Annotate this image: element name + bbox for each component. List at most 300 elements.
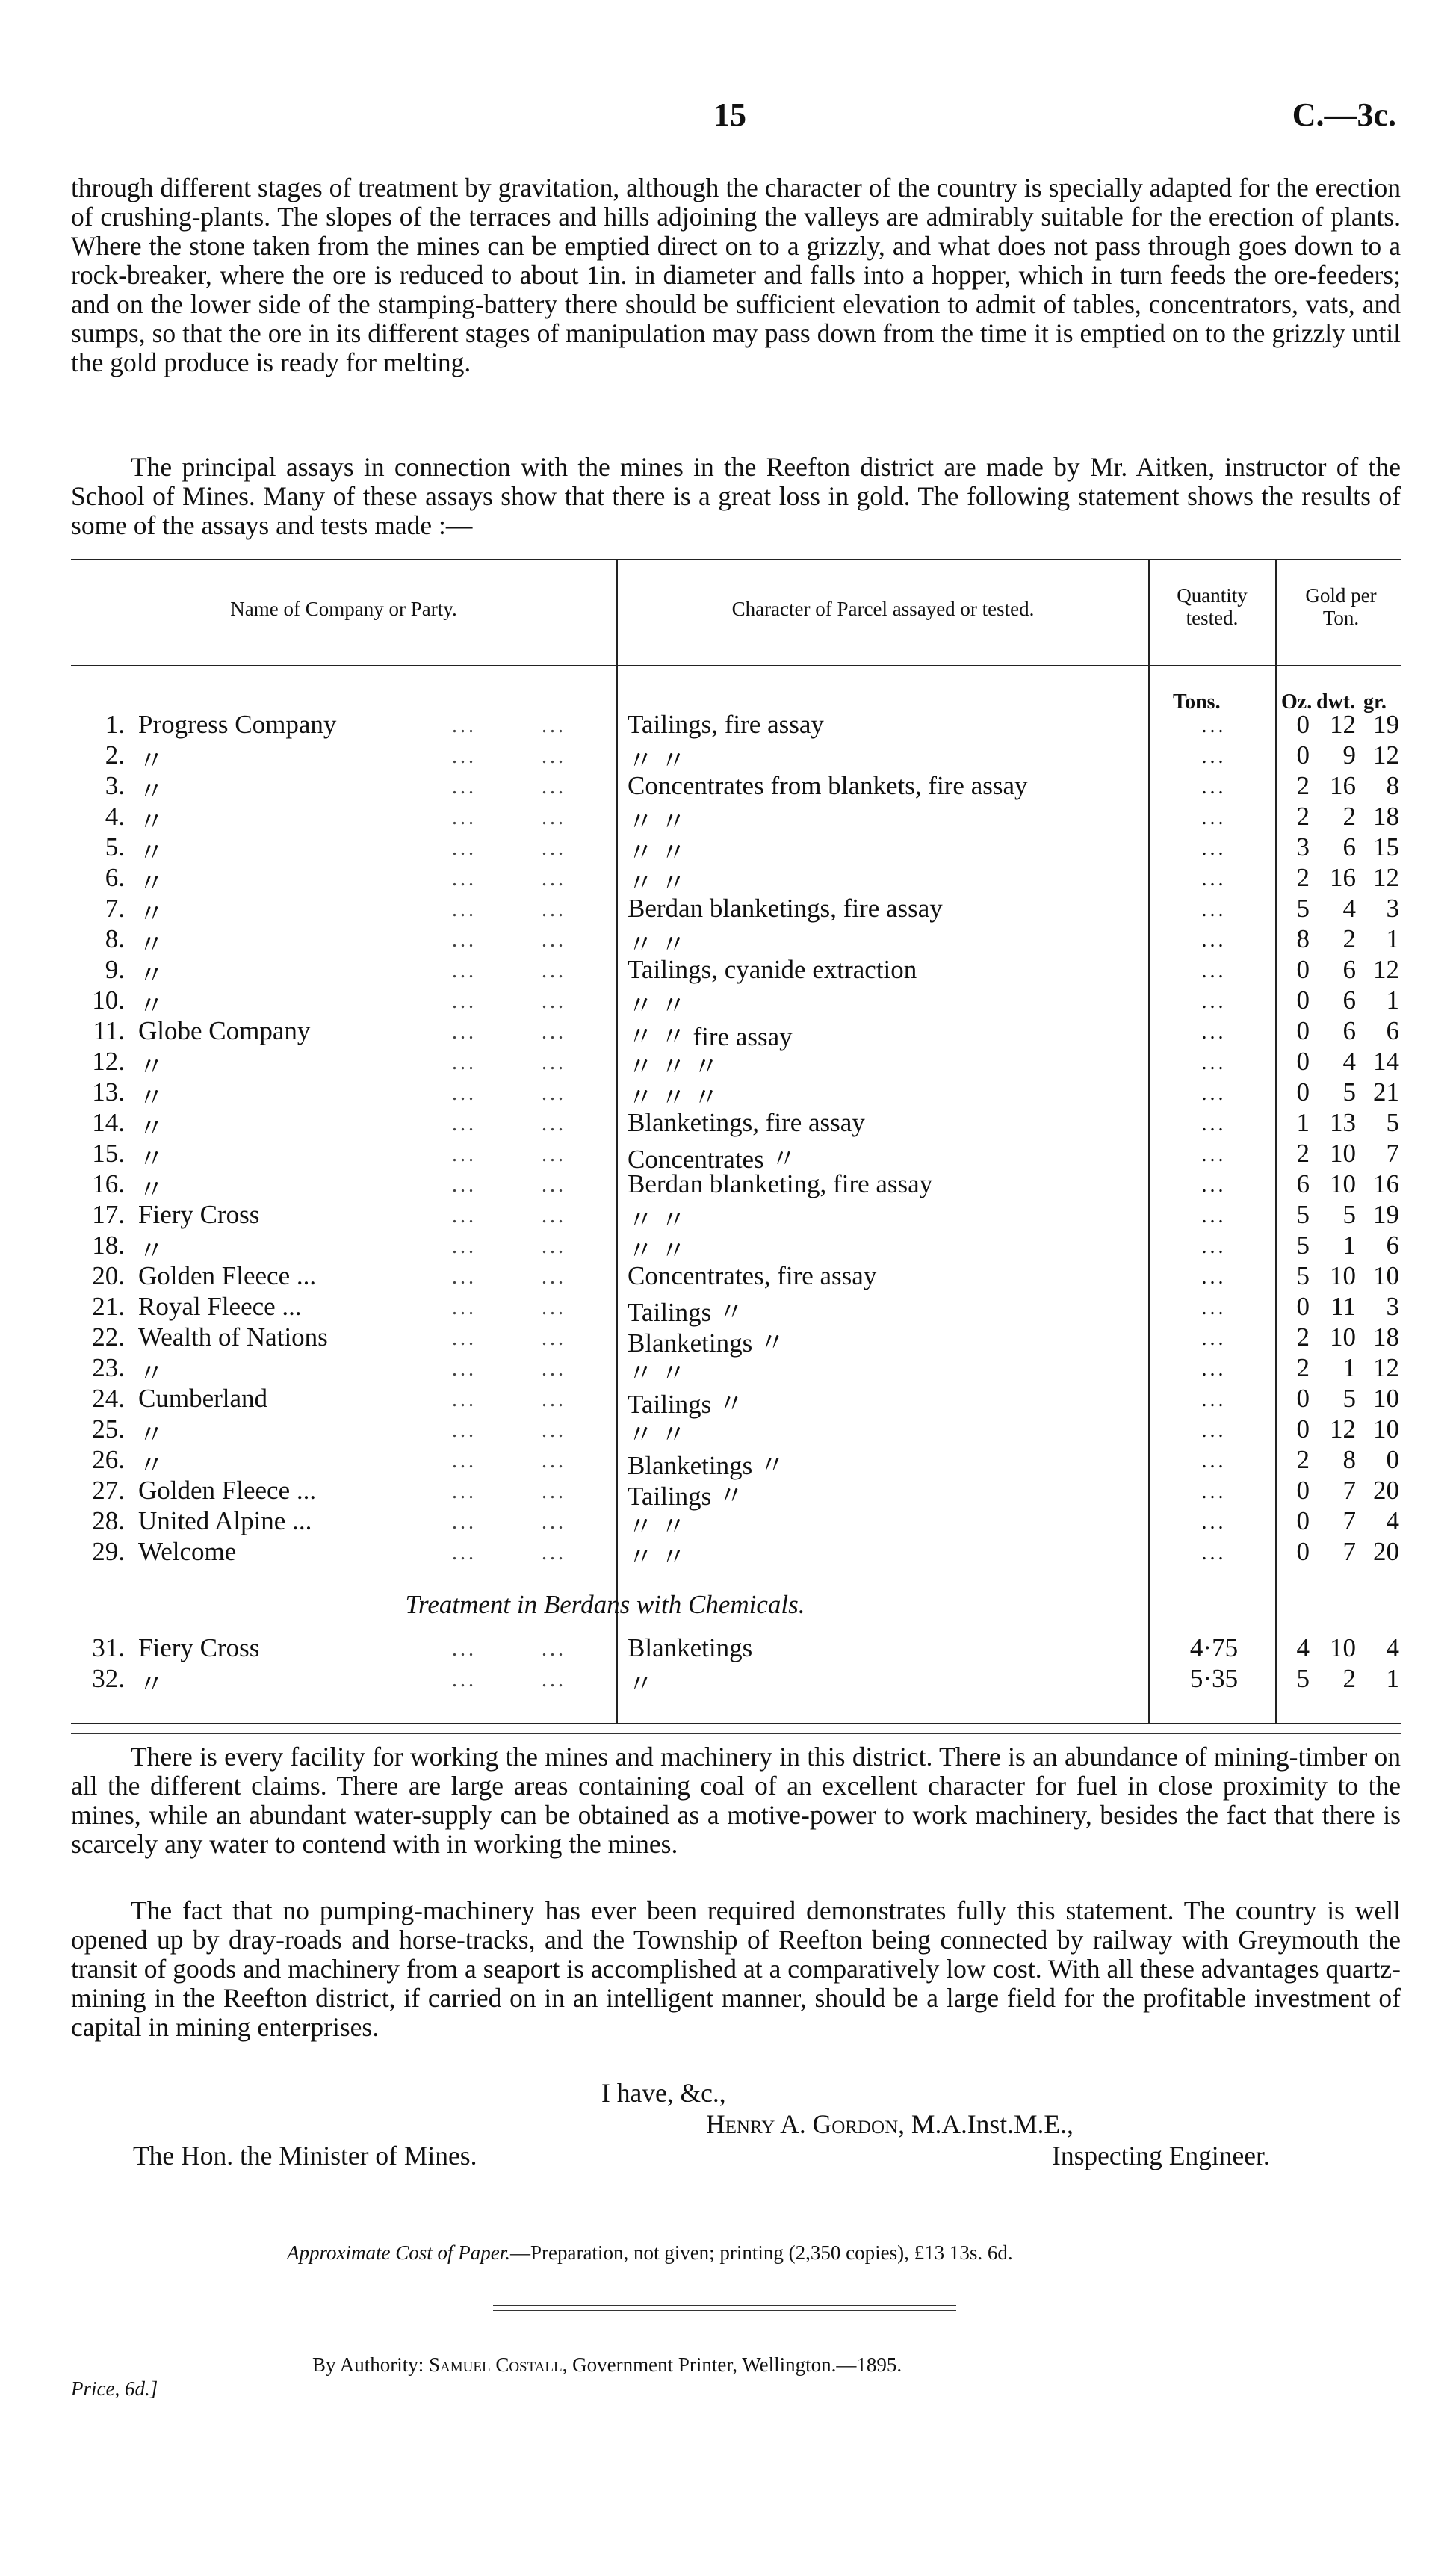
dot-leader: ...	[542, 1235, 566, 1258]
quantity-tested: ...	[1201, 990, 1227, 1013]
document-code: C.—3c.	[1292, 96, 1396, 133]
unit-tons: Tons.	[1173, 690, 1221, 714]
header-character: Character of Parcel assayed or tested.	[731, 598, 1035, 620]
quantity-tested: ...	[1201, 1480, 1227, 1503]
company-name: 〃	[138, 1670, 165, 1699]
gold-dwt: 7	[1342, 1476, 1356, 1505]
company-name: 〃	[138, 930, 165, 959]
dot-leader: ...	[452, 1511, 477, 1534]
gold-gr: 20	[1373, 1537, 1399, 1566]
row-number: 16.	[92, 1169, 125, 1198]
footer-rule	[493, 2305, 956, 2306]
row-number: 22.	[92, 1322, 125, 1352]
parcel-character: Tailings 〃	[628, 1390, 745, 1419]
gold-oz: 0	[1296, 1292, 1310, 1321]
quantity-tested: ...	[1201, 1296, 1227, 1319]
gold-gr: 3	[1386, 894, 1399, 923]
author-qualifications: M.A.Inst.M.E.,	[911, 2109, 1074, 2139]
gold-dwt: 11	[1330, 1292, 1356, 1321]
quantity-tested: ...	[1201, 1235, 1227, 1258]
cost-label: Approximate Cost of Paper.	[287, 2241, 510, 2264]
dot-leader: ...	[452, 1174, 477, 1197]
row-number: 23.	[92, 1353, 125, 1382]
row-number: 31.	[92, 1633, 125, 1662]
gold-dwt: 12	[1330, 710, 1356, 739]
row-number: 4.	[105, 802, 125, 831]
gold-oz: 2	[1296, 1445, 1310, 1474]
dot-leader: ...	[452, 1480, 477, 1503]
dot-leader: ...	[542, 1638, 566, 1661]
gold-oz: 5	[1296, 1664, 1310, 1693]
gold-gr: 15	[1373, 832, 1399, 861]
company-name: 〃	[138, 1451, 165, 1480]
gold-gr: 0	[1386, 1445, 1399, 1474]
parcel-character: 〃 〃	[628, 1543, 687, 1572]
dot-leader: ...	[542, 1021, 566, 1044]
dot-leader: ...	[452, 1638, 477, 1661]
row-number: 8.	[105, 924, 125, 953]
dot-leader: ...	[452, 776, 477, 799]
gold-oz: 5	[1296, 1231, 1310, 1260]
gold-oz: 8	[1296, 924, 1310, 953]
dot-leader: ...	[452, 867, 477, 891]
company-name: 〃	[138, 808, 165, 837]
parcel-character: 〃 〃	[628, 808, 687, 837]
gold-oz: 0	[1296, 1077, 1310, 1107]
dot-leader: ...	[542, 1668, 566, 1692]
row-number: 18.	[92, 1231, 125, 1260]
gold-gr: 12	[1373, 1353, 1399, 1382]
quantity-tested: ...	[1201, 806, 1227, 829]
row-number: 7.	[105, 894, 125, 923]
parcel-character: Concentrates from blankets, fire assay	[628, 771, 1028, 800]
gold-oz: 2	[1296, 1139, 1310, 1168]
company-name: Golden Fleece ...	[138, 1261, 317, 1290]
row-number: 28.	[92, 1506, 125, 1535]
column-divider	[1275, 559, 1277, 1723]
gold-dwt: 12	[1330, 1414, 1356, 1444]
gold-dwt: 2	[1342, 924, 1356, 953]
sign-off: I have, &c.,	[601, 2078, 726, 2108]
parcel-character: Blanketings 〃	[628, 1328, 785, 1358]
dot-leader: ...	[542, 990, 566, 1013]
company-name: 〃	[138, 1145, 165, 1174]
gold-dwt: 8	[1342, 1445, 1356, 1474]
parcel-character: 〃 〃	[628, 1237, 687, 1266]
gold-oz: 0	[1296, 985, 1310, 1015]
gold-oz: 5	[1296, 1261, 1310, 1290]
parcel-character: Berdan blanketings, fire assay	[628, 894, 943, 923]
quantity-tested: ...	[1201, 898, 1227, 921]
dot-leader: ...	[542, 745, 566, 768]
dot-leader: ...	[542, 1449, 566, 1473]
row-number: 13.	[92, 1077, 125, 1107]
dot-leader: ...	[542, 1051, 566, 1074]
company-name: 〃	[138, 991, 165, 1021]
gold-gr: 19	[1373, 1200, 1399, 1229]
gold-oz: 0	[1296, 1476, 1310, 1505]
gold-gr: 19	[1373, 710, 1399, 739]
dot-leader: ...	[542, 1113, 566, 1136]
quantity-tested: ...	[1201, 1021, 1227, 1044]
row-number: 6.	[105, 863, 125, 892]
company-name: Fiery Cross	[138, 1633, 260, 1662]
parcel-character: Concentrates, fire assay	[628, 1261, 877, 1290]
gold-oz: 0	[1296, 740, 1310, 770]
dot-leader: ...	[452, 745, 477, 768]
parcel-character: Blanketings 〃	[628, 1451, 785, 1480]
parcel-character: 〃 〃	[628, 1512, 687, 1541]
company-name: 〃	[138, 1053, 165, 1082]
quantity-tested: ...	[1201, 776, 1227, 799]
quantity-tested: ...	[1201, 1358, 1227, 1381]
gold-dwt: 2	[1342, 1664, 1356, 1693]
author-title: Inspecting Engineer.	[1052, 2141, 1270, 2170]
quantity-tested: ...	[1201, 1419, 1227, 1442]
parcel-character: Blanketings	[628, 1633, 753, 1662]
company-name: 〃	[138, 746, 165, 776]
gold-gr: 10	[1373, 1384, 1399, 1413]
dot-leader: ...	[452, 929, 477, 952]
table-top-rule	[71, 559, 1401, 560]
dot-leader: ...	[452, 1113, 477, 1136]
gold-oz: 0	[1296, 1506, 1310, 1535]
gold-gr: 14	[1373, 1047, 1399, 1076]
dot-leader: ...	[452, 1449, 477, 1473]
parcel-character: 〃 〃	[628, 1420, 687, 1449]
gold-gr: 12	[1373, 740, 1399, 770]
parcel-character: 〃	[628, 1670, 654, 1699]
dot-leader: ...	[542, 1296, 566, 1319]
row-number: 14.	[92, 1108, 125, 1137]
dot-leader: ...	[452, 1235, 477, 1258]
row-number: 25.	[92, 1414, 125, 1444]
gold-dwt: 10	[1330, 1322, 1356, 1352]
dot-leader: ...	[542, 837, 566, 860]
gold-oz: 2	[1296, 1322, 1310, 1352]
row-number: 17.	[92, 1200, 125, 1229]
gold-gr: 3	[1386, 1292, 1399, 1321]
company-name: Cumberland	[138, 1384, 268, 1413]
quantity-tested: ...	[1201, 1204, 1227, 1228]
table-bottom-rule	[71, 1723, 1401, 1724]
company-name: United Alpine ...	[138, 1506, 312, 1535]
row-number: 26.	[92, 1445, 125, 1474]
gold-oz: 6	[1296, 1169, 1310, 1198]
dot-leader: ...	[452, 1419, 477, 1442]
company-name: Golden Fleece ...	[138, 1476, 317, 1505]
gold-gr: 12	[1373, 955, 1399, 984]
parcel-character: 〃 〃	[628, 930, 687, 959]
gold-oz: 0	[1296, 1384, 1310, 1413]
dot-leader: ...	[452, 1388, 477, 1411]
gold-dwt: 10	[1330, 1139, 1356, 1168]
gold-gr: 1	[1386, 924, 1399, 953]
gold-gr: 20	[1373, 1476, 1399, 1505]
addressee: The Hon. the Minister of Mines.	[133, 2141, 477, 2170]
header-company: Name of Company or Party.	[230, 598, 457, 620]
dot-leader: ...	[452, 1204, 477, 1228]
dot-leader: ...	[452, 837, 477, 860]
parcel-character: Tailings, cyanide extraction	[628, 955, 917, 984]
company-name: 〃	[138, 777, 165, 806]
printer-name: Samuel Costall,	[429, 2354, 568, 2376]
dot-leader: ...	[542, 867, 566, 891]
quantity-tested: ...	[1201, 1174, 1227, 1197]
row-number: 21.	[92, 1292, 125, 1321]
row-number: 24.	[92, 1384, 125, 1413]
company-name: Fiery Cross	[138, 1200, 260, 1229]
gold-oz: 0	[1296, 1047, 1310, 1076]
gold-dwt: 10	[1330, 1169, 1356, 1198]
unit-oz: Oz.	[1281, 690, 1313, 714]
dot-leader: ...	[542, 929, 566, 952]
quantity-tested: ...	[1201, 867, 1227, 891]
gold-oz: 0	[1296, 710, 1310, 739]
company-name: 〃	[138, 1420, 165, 1449]
unit-gr: gr.	[1363, 690, 1387, 714]
company-name: 〃	[138, 1083, 165, 1113]
paragraph-4: The fact that no pumping-machinery has ever been required demonstrates fully this statement. The country is well opened up by dray-roads and horse-tracks, and the Township of Reefton being connected by railway with Greymouth the transit of goods and machinery from a seaport is accomplished at a comparatively low cost. With all these advantages quartz-mining in the Reefton district, if carried on in an intelligent manner, should be a large field for the profitable investment of capital in mining enterprises.	[71, 1896, 1401, 2042]
quantity-tested: ...	[1201, 1143, 1227, 1166]
dot-leader: ...	[542, 1388, 566, 1411]
quantity-tested: ...	[1201, 1051, 1227, 1074]
gold-gr: 21	[1373, 1077, 1399, 1107]
dot-leader: ...	[452, 990, 477, 1013]
gold-dwt: 5	[1342, 1200, 1356, 1229]
gold-gr: 16	[1373, 1169, 1399, 1198]
gold-oz: 2	[1296, 1353, 1310, 1382]
dot-leader: ...	[452, 1668, 477, 1692]
column-divider	[616, 559, 618, 1723]
company-name: Globe Company	[138, 1016, 311, 1045]
quantity-tested: ...	[1201, 714, 1227, 737]
header-gold: Gold per Ton.	[1305, 584, 1377, 629]
gold-oz: 4	[1296, 1633, 1310, 1662]
author-name: Henry A. Gordon,	[706, 2109, 905, 2139]
company-name: 〃	[138, 1359, 165, 1388]
dot-leader: ...	[452, 1143, 477, 1166]
parcel-character: Tailings 〃	[628, 1298, 745, 1327]
dot-leader: ...	[452, 806, 477, 829]
parcel-character: 〃 〃 fire assay	[628, 1022, 793, 1051]
dot-leader: ...	[542, 1419, 566, 1442]
gold-gr: 4	[1386, 1633, 1399, 1662]
parcel-character: Blanketings, fire assay	[628, 1108, 865, 1137]
dot-leader: ...	[542, 714, 566, 737]
row-number: 9.	[105, 955, 125, 984]
gold-gr: 4	[1386, 1506, 1399, 1535]
page-number: 15	[713, 96, 746, 133]
gold-dwt: 4	[1342, 894, 1356, 923]
row-number: 32.	[92, 1664, 125, 1693]
gold-gr: 8	[1386, 771, 1399, 800]
row-number: 12.	[92, 1047, 125, 1076]
dot-leader: ...	[452, 1021, 477, 1044]
dot-leader: ...	[452, 1327, 477, 1350]
gold-oz: 2	[1296, 771, 1310, 800]
paragraph-2: The principal assays in connection with the mines in the Reefton district are made by Mr. Aitken, instructor of the School of Mines. Many of these assays show that there is a great loss in gold. The following statement shows the results of some of the assays and tests made :—	[71, 452, 1401, 540]
gold-oz: 2	[1296, 863, 1310, 892]
dot-leader: ...	[452, 1296, 477, 1319]
company-name: 〃	[138, 1237, 165, 1266]
gold-gr: 12	[1373, 863, 1399, 892]
parcel-character: 〃 〃 〃	[628, 1053, 719, 1082]
quantity-tested: ...	[1201, 1327, 1227, 1350]
gold-oz: 0	[1296, 1414, 1310, 1444]
quantity-tested: ...	[1201, 1082, 1227, 1105]
gold-oz: 0	[1296, 1537, 1310, 1566]
gold-gr: 5	[1386, 1108, 1399, 1137]
company-name: Wealth of Nations	[138, 1322, 328, 1352]
dot-leader: ...	[452, 1266, 477, 1289]
table-header-rule	[71, 665, 1401, 666]
dot-leader: ...	[542, 1204, 566, 1228]
footer-rule-thin	[493, 2310, 956, 2311]
gold-gr: 1	[1386, 1664, 1399, 1693]
row-number: 15.	[92, 1139, 125, 1168]
row-number: 2.	[105, 740, 125, 770]
dot-leader: ...	[542, 806, 566, 829]
gold-dwt: 6	[1342, 985, 1356, 1015]
parcel-character: Tailings, fire assay	[628, 710, 824, 739]
company-name: Royal Fleece ...	[138, 1292, 302, 1321]
row-number: 5.	[105, 832, 125, 861]
company-name: 〃	[138, 1114, 165, 1143]
row-number: 29.	[92, 1537, 125, 1566]
gold-dwt: 4	[1342, 1047, 1356, 1076]
row-number: 10.	[92, 985, 125, 1015]
gold-dwt: 13	[1330, 1108, 1356, 1137]
price-text: Price, 6d.]	[71, 2377, 158, 2400]
gold-gr: 6	[1386, 1231, 1399, 1260]
row-number: 20.	[92, 1261, 125, 1290]
parcel-character: 〃 〃 〃	[628, 1083, 719, 1113]
gold-gr: 6	[1386, 1016, 1399, 1045]
gold-dwt: 1	[1342, 1231, 1356, 1260]
quantity-tested: ...	[1201, 1541, 1227, 1565]
gold-dwt: 16	[1330, 863, 1356, 892]
paragraph-3: There is every facility for working the mines and machinery in this district. There is an abundance of mining-timber on all the different claims. There are large areas containing coal of an excellent character for fuel in close proximity to the mines, while an abundant water-supply can be obtained as a motive-power to work machinery, besides the fact that there is scarcely any water to contend with in working the mines.	[71, 1742, 1401, 1859]
dot-leader: ...	[542, 1082, 566, 1105]
gold-oz: 3	[1296, 832, 1310, 861]
row-number: 1.	[105, 710, 125, 739]
row-number: 3.	[105, 771, 125, 800]
dot-leader: ...	[542, 959, 566, 983]
gold-gr: 18	[1373, 802, 1399, 831]
company-name: 〃	[138, 869, 165, 898]
dot-leader: ...	[542, 1327, 566, 1350]
gold-dwt: 5	[1342, 1384, 1356, 1413]
author-line	[706, 2108, 1074, 2140]
dot-leader: ...	[542, 1143, 566, 1166]
company-name: 〃	[138, 900, 165, 929]
dot-leader: ...	[452, 1358, 477, 1381]
gold-dwt: 9	[1342, 740, 1356, 770]
unit-dwt: dwt.	[1316, 690, 1356, 714]
gold-dwt: 5	[1342, 1077, 1356, 1107]
gold-gr: 1	[1386, 985, 1399, 1015]
authority-prefix: By Authority:	[312, 2354, 424, 2376]
dot-leader: ...	[542, 1174, 566, 1197]
dot-leader: ...	[542, 1511, 566, 1534]
cost-note	[287, 2241, 1013, 2265]
dot-leader: ...	[452, 898, 477, 921]
gold-dwt: 6	[1342, 1016, 1356, 1045]
quantity-tested: ...	[1201, 1511, 1227, 1534]
dot-leader: ...	[452, 1051, 477, 1074]
parcel-character: 〃 〃	[628, 991, 687, 1021]
quantity-tested: ...	[1201, 959, 1227, 983]
gold-dwt: 2	[1342, 802, 1356, 831]
gold-dwt: 10	[1330, 1633, 1356, 1662]
gold-dwt: 10	[1330, 1261, 1356, 1290]
gold-dwt: 6	[1342, 832, 1356, 861]
company-name: Progress Company	[138, 710, 337, 739]
paragraph-1: through different stages of treatment by gravitation, although the character of the country is specially adapted for the erection of crushing-plants. The slopes of the terraces and hills adjoining the valleys are admirably suitable for the erection of plants. Where the stone taken from the mines can be emptied direct on to a grizzly, and what does not pass through goes down to a rock-breaker, where the ore is reduced to about 1in. in diameter and falls into a hopper, which in turn feeds the ore-feeders; and on the lower side of the stamping-battery there should be sufficient elevation to admit of tables, concentrators, vats, and sumps, so that the ore in its different stages of manipulation may pass down from the time it is emptied on to the grizzly until the gold produce is ready for melting.	[71, 173, 1401, 377]
company-name: Welcome	[138, 1537, 237, 1566]
section-rule	[71, 1733, 1401, 1734]
dot-leader: ...	[452, 959, 477, 983]
dot-leader: ...	[452, 1082, 477, 1105]
gold-oz: 5	[1296, 1200, 1310, 1229]
cost-text: —Preparation, not given; printing (2,350 copies), £13 13s. 6d.	[509, 2241, 1013, 2264]
quantity-tested: ...	[1201, 1449, 1227, 1473]
quantity-tested: ...	[1201, 1113, 1227, 1136]
gold-gr: 18	[1373, 1322, 1399, 1352]
dot-leader: ...	[542, 898, 566, 921]
row-number: 11.	[93, 1016, 125, 1045]
dot-leader: ...	[542, 1480, 566, 1503]
printer-line	[312, 2354, 902, 2377]
column-divider	[1148, 559, 1150, 1723]
quantity-tested: ...	[1201, 1266, 1227, 1289]
parcel-character: 〃 〃	[628, 1359, 687, 1388]
gold-oz: 1	[1296, 1108, 1310, 1137]
company-name: 〃	[138, 838, 165, 867]
row-number: 27.	[92, 1476, 125, 1505]
quantity-tested: 5·35	[1189, 1664, 1239, 1693]
parcel-character: Tailings 〃	[628, 1482, 745, 1511]
dot-leader: ...	[542, 1541, 566, 1565]
header-quantity: Quantity tested.	[1177, 584, 1248, 629]
gold-oz: 0	[1296, 1016, 1310, 1045]
dot-leader: ...	[452, 714, 477, 737]
parcel-character: Concentrates 〃	[628, 1145, 797, 1174]
gold-oz: 0	[1296, 955, 1310, 984]
quantity-tested: ...	[1201, 929, 1227, 952]
parcel-character: 〃 〃	[628, 1206, 687, 1235]
dot-leader: ...	[452, 1541, 477, 1565]
quantity-tested: ...	[1201, 837, 1227, 860]
gold-dwt: 7	[1342, 1537, 1356, 1566]
gold-gr: 7	[1386, 1139, 1399, 1168]
quantity-tested: ...	[1201, 1388, 1227, 1411]
quantity-tested: 4·75	[1189, 1633, 1239, 1662]
company-name: 〃	[138, 1175, 165, 1204]
gold-gr: 10	[1373, 1414, 1399, 1444]
company-name: 〃	[138, 961, 165, 990]
parcel-character: Berdan blanketing, fire assay	[628, 1169, 933, 1198]
gold-dwt: 16	[1330, 771, 1356, 800]
dot-leader: ...	[542, 1266, 566, 1289]
table-subheading: Treatment in Berdans with Chemicals.	[405, 1590, 805, 1619]
parcel-character: 〃 〃	[628, 746, 687, 776]
quantity-tested: ...	[1201, 745, 1227, 768]
gold-gr: 10	[1373, 1261, 1399, 1290]
parcel-character: 〃 〃	[628, 838, 687, 867]
dot-leader: ...	[542, 1358, 566, 1381]
